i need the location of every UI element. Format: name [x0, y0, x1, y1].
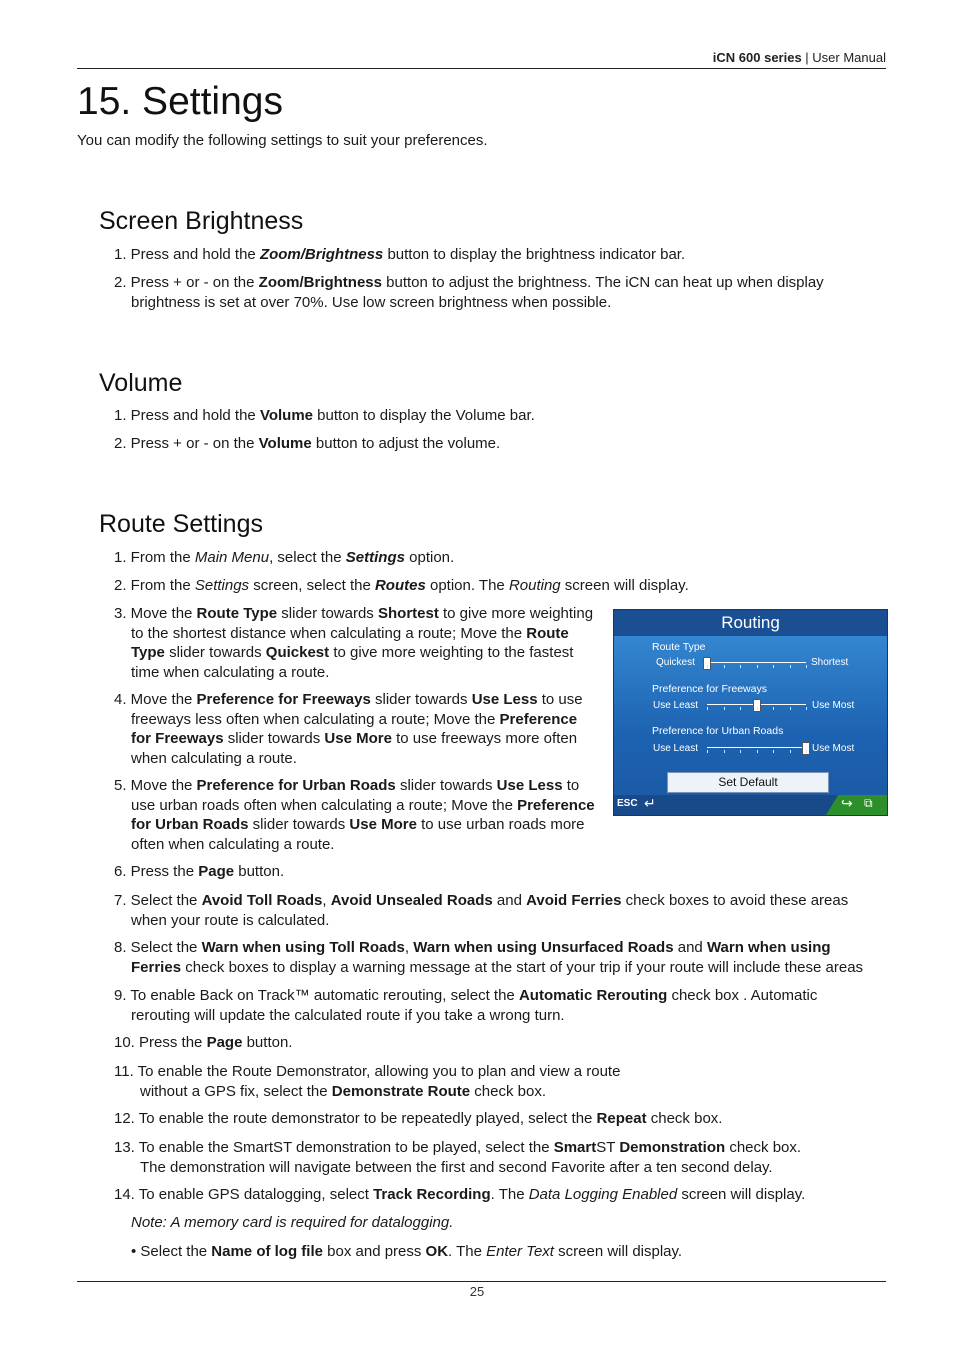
- use-most-label: Use Most: [812, 700, 855, 711]
- next-arrow-icon[interactable]: ↪: [841, 795, 853, 811]
- list-item: 2. Press + or - on the Volume button to adjust the volume.: [114, 435, 501, 452]
- list-item: 11. To enable the Route Demonstrator, allowing you to plan and view a route without a GPS fix, select the Demonstrate Route check box.: [114, 1063, 621, 1100]
- running-header: iCN 600 series | User Manual: [712, 50, 886, 65]
- footer-rule: [77, 1281, 886, 1282]
- list-item: 14. To enable GPS datalogging, select Track Recording. The Data Logging Enabled screen will display.: [114, 1186, 806, 1203]
- slider-tick: [806, 665, 807, 668]
- freeways-label: Preference for Freeways: [652, 683, 767, 695]
- slider-tick: [724, 665, 725, 668]
- slider-tick: [724, 707, 725, 710]
- intro-text: You can modify the following settings to suit your preferences.: [77, 132, 488, 149]
- slider-tick: [757, 750, 758, 753]
- list-item: 1. From the Main Menu, select the Settings option.: [114, 549, 455, 566]
- list-item: 4. Move the Preference for Freeways slider towards Use Less to use freeways less often when calculating a route; Move the Preference for Freeways slider towards Use More to use freeways more often when calculating a route.: [114, 691, 583, 767]
- slider-tick: [790, 707, 791, 710]
- section-title-route: Route Settings: [99, 510, 263, 538]
- list-item: 13. To enable the SmartST demonstration to be played, select the SmartST Demonstration check box. The demonstration will navigate between the first and second Favorite after a ten second delay.: [114, 1139, 802, 1176]
- slider-tick: [707, 707, 708, 710]
- route-type-track: [707, 662, 806, 663]
- list-item: 9. To enable Back on Track™ automatic rerouting, select the Automatic Rerouting check box . Automatic rerouting will update the calculated route if you take a wrong turn.: [114, 987, 818, 1024]
- routing-screenshot: [613, 609, 888, 816]
- list-item: 2. Press + or - on the Zoom/Brightness button to adjust the brightness. The iCN can heat up when display brightness is set at over 70%. Use low screen brightness when possible.: [114, 274, 824, 311]
- back-arrow-icon[interactable]: ↵: [644, 795, 656, 811]
- slider-tick: [724, 750, 725, 753]
- esc-button[interactable]: ESC: [617, 798, 638, 809]
- shortest-label: Shortest: [811, 657, 849, 668]
- slider-tick: [790, 750, 791, 753]
- use-most-label: Use Most: [812, 743, 855, 754]
- section-title-volume: Volume: [99, 369, 183, 397]
- slider-tick: [790, 665, 791, 668]
- page-title: 15. Settings: [77, 80, 283, 123]
- list-item: 1. Press and hold the Volume button to display the Volume bar.: [114, 407, 535, 424]
- use-least-label: Use Least: [653, 743, 699, 754]
- urban-slider[interactable]: [802, 742, 810, 755]
- urban-track: [707, 747, 806, 748]
- header-rule: [77, 68, 886, 69]
- routing-screen-title: Routing: [614, 610, 887, 636]
- list-item: 8. Select the Warn when using Toll Roads, Warn when using Unsurfaced Roads and Warn when using Ferries check boxes to display a warning message at the start of your trip if your route will include these areas: [114, 939, 864, 976]
- bullet-item: • Select the Name of log file box and press OK. The Enter Text screen will display.: [131, 1243, 683, 1260]
- slider-tick: [740, 707, 741, 710]
- list-item: 5. Move the Preference for Urban Roads slider towards Use Less to use urban roads often when calculating a route; Move the Preference for Urban Roads slider towards Use More to use urban roads more often when calculating a route.: [114, 777, 595, 853]
- slider-tick: [757, 707, 758, 710]
- slider-tick: [806, 707, 807, 710]
- slider-tick: [740, 665, 741, 668]
- list-item: 1. Press and hold the Zoom/Brightness button to display the brightness indicator bar.: [114, 246, 686, 263]
- list-item: 10. Press the Page button.: [114, 1034, 293, 1051]
- set-default-button[interactable]: Set Default: [667, 772, 829, 793]
- list-item: 2. From the Settings screen, select the Routes option. The Routing screen will display.: [114, 577, 689, 594]
- page-number: 25: [469, 1284, 485, 1299]
- list-item: 3. Move the Route Type slider towards Shortest to give more weighting to the shortest distance when calculating a route; Move the Route Type slider towards Quickest to give more weighting to the fastest time when calculating a route.: [114, 605, 594, 681]
- section-title-brightness: Screen Brightness: [99, 207, 304, 235]
- note-text: Note: A memory card is required for datalogging.: [131, 1214, 454, 1231]
- slider-tick: [806, 750, 807, 753]
- urban-label: Preference for Urban Roads: [652, 725, 784, 737]
- route-type-label: Route Type: [652, 641, 706, 653]
- list-item: 12. To enable the route demonstrator to be repeatedly played, select the Repeat check box.: [114, 1110, 723, 1127]
- route-type-slider[interactable]: [703, 657, 711, 670]
- list-item: 7. Select the Avoid Toll Roads, Avoid Unsealed Roads and Avoid Ferries check boxes to avoid these areas when your route is calculated.: [114, 892, 849, 929]
- slider-tick: [707, 665, 708, 668]
- freeways-slider[interactable]: [753, 699, 761, 712]
- list-item: 6. Press the Page button.: [114, 863, 285, 880]
- slider-tick: [773, 665, 774, 668]
- slider-tick: [740, 750, 741, 753]
- slider-tick: [773, 707, 774, 710]
- slider-tick: [757, 665, 758, 668]
- page-icon[interactable]: ⧉: [864, 796, 873, 810]
- quickest-label: Quickest: [656, 657, 695, 668]
- slider-tick: [707, 750, 708, 753]
- slider-tick: [773, 750, 774, 753]
- use-least-label: Use Least: [653, 700, 699, 711]
